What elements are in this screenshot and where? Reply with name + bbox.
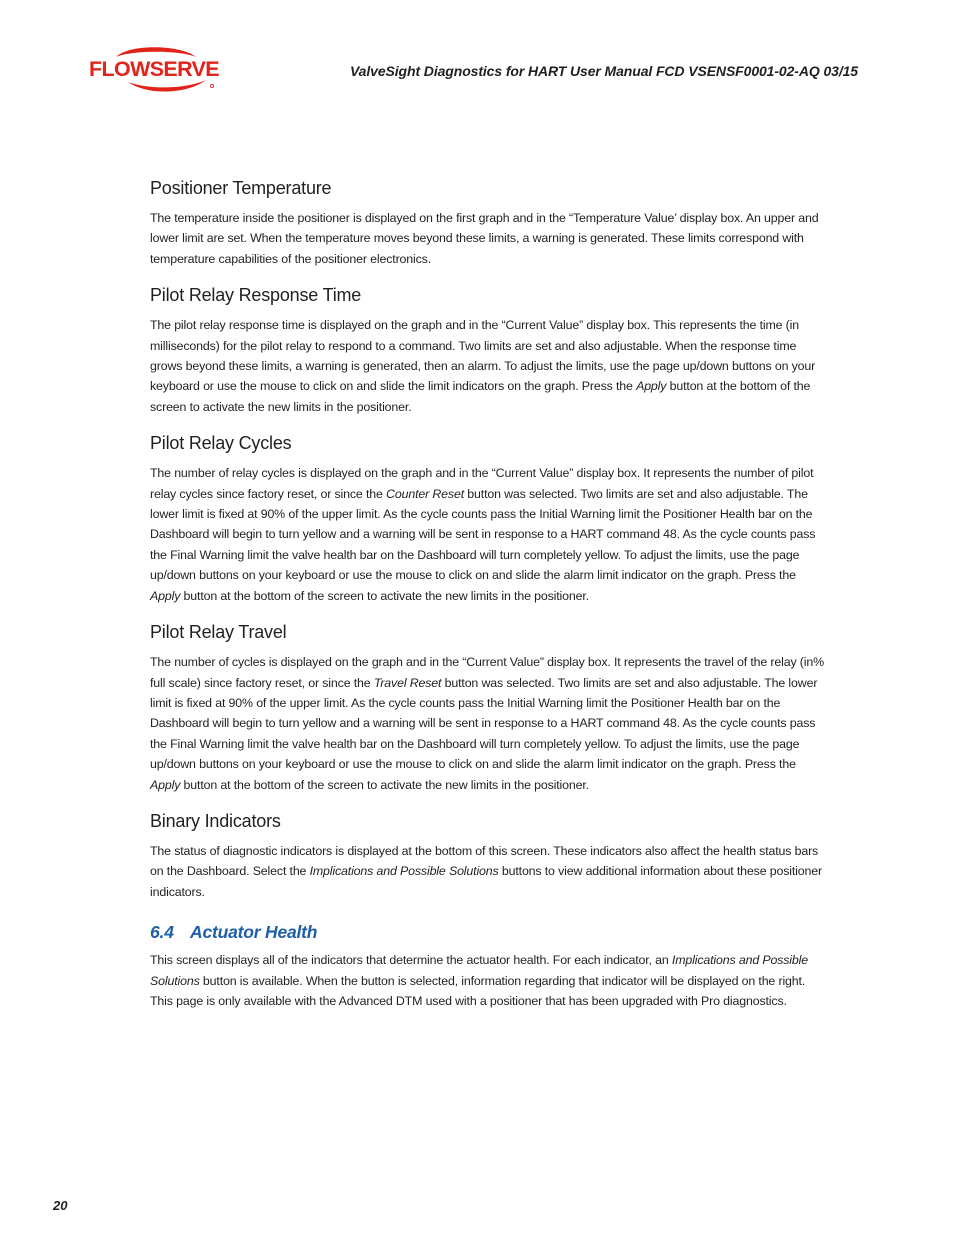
section-heading: Binary Indicators <box>150 810 281 831</box>
section-body <box>150 315 824 417</box>
section-heading: Positioner Temperature <box>150 178 332 198</box>
section-body <box>150 208 824 269</box>
section-pilot-relay-cycles <box>150 431 824 606</box>
body-text: button is available. When the button is selected, information regarding that indicator will be displayed on the right. This page is only available with the Advanced DTM used with a positioner that has been upgraded with Pro diagnostics. <box>150 973 806 1008</box>
body-text: button at the bottom of the screen to activate the new limits in the positioner. <box>180 588 589 603</box>
svg-text:FLOWSERVE: FLOWSERVE <box>89 57 220 81</box>
section-binary-indicators <box>150 809 824 902</box>
flowserve-logo <box>88 42 222 96</box>
apply-button-reference: Apply <box>636 379 667 394</box>
body-text: button was selected. Two limits are set and also adjustable. The lower limit is fixed at 90% of the upper limit. As the cycle counts pass the Initial Warning limit the Positioner Health bar on the Dashboard will begin to turn yellow and a warning will be sent in response to a HART command 48. As the cycle counts pass the Final Warning limit the valve health bar on the Dashboard will turn completely yellow. To adjust the limits, use the page up/down buttons on your keyboard or use the mouse to click on and slide the alarm limit indicator on the graph. Press the <box>150 486 816 583</box>
page-content <box>150 176 824 1011</box>
travel-reset-button-reference: Travel Reset <box>373 675 442 690</box>
section-heading: Pilot Relay Response Time <box>150 285 362 306</box>
counter-reset-button-reference: Counter Reset <box>386 486 464 501</box>
body-text: buttons to view additional information about these positioner indicators. <box>150 864 822 899</box>
implications-button-reference: Implications and Possible Solutions <box>150 953 808 988</box>
apply-button-reference: Apply <box>150 777 181 792</box>
chapter-heading <box>150 920 824 944</box>
section-actuator-health <box>150 920 824 1011</box>
body-text: The status of diagnostic indicators is displayed at the bottom of this screen. These indicators also affect the health status bars on the Dashboard. Select the <box>150 843 819 879</box>
section-pilot-relay-travel <box>150 620 824 795</box>
implications-button-reference: Implications and Possible Solutions <box>309 864 499 879</box>
section-heading: Pilot Relay Travel <box>150 622 287 643</box>
apply-button-reference: Apply <box>150 588 181 603</box>
section-positioner-temperature <box>150 176 824 269</box>
section-body <box>150 463 824 606</box>
section-body <box>150 841 824 902</box>
body-text: button at the bottom of the screen to activate the new limits in the positioner. <box>180 777 589 792</box>
section-heading: Pilot Relay Cycles <box>150 433 292 454</box>
page-number: 20 <box>53 1198 68 1213</box>
body-text: The temperature inside the positioner is displayed on the first graph and in the “Temperature Value’ display box. An upper and lower limit are set. When the temperature moves beyond these limits, a warning is generated. These limits correspond with temperature capabilities of the positioner electronics. <box>150 211 819 266</box>
document-header-title: ValveSight Diagnostics for HART User Manual FCD VSENSF0001-02-AQ 03/15 <box>349 63 858 79</box>
section-body <box>150 950 824 1011</box>
chapter-title: Actuator Health <box>190 922 318 943</box>
body-text: The pilot relay response time is displayed on the graph and in the “Current Value” display box. This represents the time (in milliseconds) for the pilot relay to respond to a command. Two limits are set and also adjustable. When the response time grows beyond these limits, a warning is generated, then an alarm. To adjust the limits, use the page up/down buttons on your keyboard or use the mouse to click on and slide the limit indicators on the graph. Press the <box>150 318 816 394</box>
flowserve-logo-icon <box>88 42 222 96</box>
body-text: The number of relay cycles is displayed on the graph and in the “Current Value” display box. It represents the number of pilot relay cycles since factory reset, or since the <box>150 466 814 501</box>
section-body <box>150 652 824 795</box>
body-text: button at the bottom of the screen to activate the new limits in the positioner. <box>150 379 811 414</box>
body-text: The number of cycles is displayed on the graph and in the “Current Value” display box. It represents the travel of the relay (in% full scale) since factory reset, or since the <box>150 655 824 690</box>
body-text: button was selected. Two limits are set and also adjustable. The lower limit is fixed at 90% of the upper limit. As the cycle counts pass the Initial Warning limit the Positioner Health bar on the Dashboard will begin to turn yellow and a warning will be sent in response to a HART command 48. As the cycle counts pass the Final Warning limit the valve health bar on the Dashboard will turn completely yellow. To adjust the limits, use the page up/down buttons on your keyboard or use the mouse to click on and slide the alarm limit indicator on the graph. Press the <box>150 675 818 772</box>
chapter-number: 6.4 <box>150 922 174 943</box>
body-text: This screen displays all of the indicators that determine the actuator health. For each indicator, an <box>150 953 672 968</box>
section-pilot-relay-response-time <box>150 283 824 417</box>
